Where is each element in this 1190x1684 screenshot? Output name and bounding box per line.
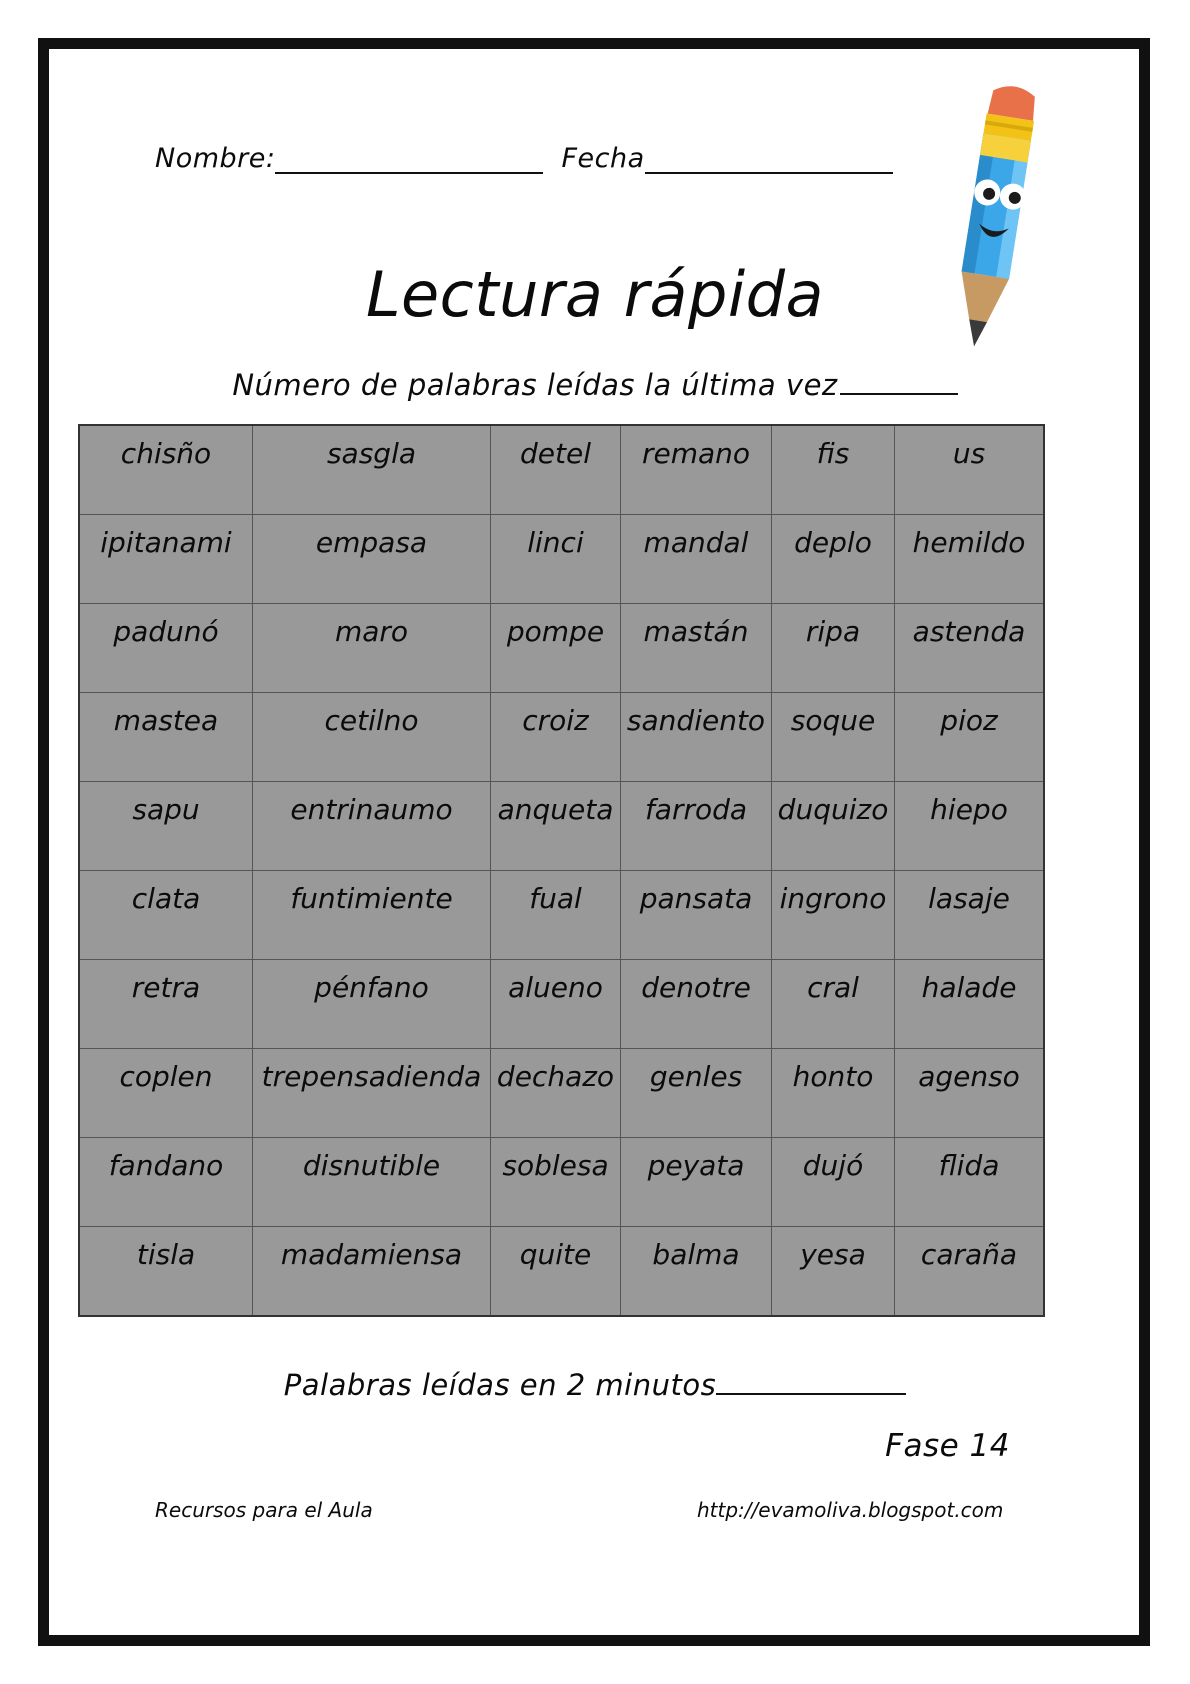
- word-cell[interactable]: fual: [491, 871, 621, 960]
- word-cell[interactable]: farroda: [621, 782, 772, 871]
- word-cell[interactable]: caraña: [895, 1227, 1045, 1317]
- word-cell[interactable]: sandiento: [621, 693, 772, 782]
- word-cell[interactable]: pioz: [895, 693, 1045, 782]
- word-cell[interactable]: ingrono: [772, 871, 895, 960]
- word-cell[interactable]: ipitanami: [79, 515, 253, 604]
- footer-url[interactable]: http://evamoliva.blogspot.com: [697, 1498, 1004, 1522]
- word-cell[interactable]: entrinaumo: [253, 782, 491, 871]
- word-cell[interactable]: balma: [621, 1227, 772, 1317]
- word-cell[interactable]: padunó: [79, 604, 253, 693]
- word-cell[interactable]: duquizo: [772, 782, 895, 871]
- word-cell[interactable]: lasaje: [895, 871, 1045, 960]
- word-cell[interactable]: pansata: [621, 871, 772, 960]
- word-cell[interactable]: genles: [621, 1049, 772, 1138]
- word-cell[interactable]: cral: [772, 960, 895, 1049]
- word-cell[interactable]: detel: [491, 425, 621, 515]
- word-cell[interactable]: coplen: [79, 1049, 253, 1138]
- word-cell[interactable]: yesa: [772, 1227, 895, 1317]
- word-cell[interactable]: dechazo: [491, 1049, 621, 1138]
- word-cell[interactable]: mastán: [621, 604, 772, 693]
- word-cell[interactable]: denotre: [621, 960, 772, 1049]
- word-cell[interactable]: ripa: [772, 604, 895, 693]
- table-row: [79, 871, 1044, 960]
- phase-label: Fase 14: [885, 1428, 1010, 1464]
- word-cell[interactable]: astenda: [895, 604, 1045, 693]
- pencil-character-icon: [936, 76, 1054, 352]
- table-row: [79, 1227, 1044, 1317]
- word-cell[interactable]: trepensadienda: [253, 1049, 491, 1138]
- name-label: Nombre:: [155, 143, 276, 174]
- word-cell[interactable]: remano: [621, 425, 772, 515]
- word-cell[interactable]: alueno: [491, 960, 621, 1049]
- word-cell[interactable]: mandal: [621, 515, 772, 604]
- table-row: [79, 604, 1044, 693]
- word-cell[interactable]: us: [895, 425, 1045, 515]
- word-cell[interactable]: pompe: [491, 604, 621, 693]
- word-cell[interactable]: linci: [491, 515, 621, 604]
- word-cell[interactable]: empasa: [253, 515, 491, 604]
- words-table-body: [79, 425, 1044, 1316]
- word-cell[interactable]: flida: [895, 1138, 1045, 1227]
- word-cell[interactable]: soque: [772, 693, 895, 782]
- table-row: [79, 515, 1044, 604]
- name-blank-line[interactable]: [275, 148, 543, 174]
- word-cell[interactable]: hemildo: [895, 515, 1045, 604]
- bottom-question-row: [0, 1368, 1190, 1402]
- word-cell[interactable]: funtimiente: [253, 871, 491, 960]
- footer-credit: Recursos para el Aula: [155, 1498, 373, 1522]
- word-cell[interactable]: hiepo: [895, 782, 1045, 871]
- subtitle-row: [0, 368, 1190, 402]
- subtitle-blank-line[interactable]: [840, 373, 958, 395]
- bottom-blank-line[interactable]: [716, 1373, 906, 1395]
- word-cell[interactable]: chisño: [79, 425, 253, 515]
- bottom-question-text: Palabras leídas en 2 minutos: [283, 1368, 717, 1402]
- word-cell[interactable]: cetilno: [253, 693, 491, 782]
- word-cell[interactable]: croiz: [491, 693, 621, 782]
- pencil-wood: [954, 271, 1009, 324]
- table-row: [79, 693, 1044, 782]
- word-cell[interactable]: mastea: [79, 693, 253, 782]
- word-cell[interactable]: anqueta: [491, 782, 621, 871]
- word-cell[interactable]: fis: [772, 425, 895, 515]
- word-cell[interactable]: quite: [491, 1227, 621, 1317]
- word-cell[interactable]: agenso: [895, 1049, 1045, 1138]
- table-row: [79, 425, 1044, 515]
- table-row: [79, 1138, 1044, 1227]
- word-cell[interactable]: disnutible: [253, 1138, 491, 1227]
- word-cell[interactable]: clata: [79, 871, 253, 960]
- word-cell[interactable]: dujó: [772, 1138, 895, 1227]
- word-cell[interactable]: maro: [253, 604, 491, 693]
- page-title: Lectura rápida: [366, 258, 824, 331]
- date-blank-line[interactable]: [645, 148, 893, 174]
- word-cell[interactable]: peyata: [621, 1138, 772, 1227]
- words-table: [78, 424, 1045, 1317]
- table-row: [79, 782, 1044, 871]
- word-cell[interactable]: madamiensa: [253, 1227, 491, 1317]
- subtitle-text: Número de palabras leídas la última vez: [232, 368, 838, 402]
- word-cell[interactable]: sasgla: [253, 425, 491, 515]
- table-row: [79, 960, 1044, 1049]
- word-cell[interactable]: sapu: [79, 782, 253, 871]
- word-cell[interactable]: retra: [79, 960, 253, 1049]
- word-cell[interactable]: soblesa: [491, 1138, 621, 1227]
- date-label: Fecha: [561, 143, 645, 174]
- table-row: [79, 1049, 1044, 1138]
- word-cell[interactable]: deplo: [772, 515, 895, 604]
- word-cell[interactable]: fandano: [79, 1138, 253, 1227]
- word-cell[interactable]: tisla: [79, 1227, 253, 1317]
- word-cell[interactable]: pénfano: [253, 960, 491, 1049]
- word-cell[interactable]: honto: [772, 1049, 895, 1138]
- name-date-row: [155, 130, 895, 174]
- word-cell[interactable]: halade: [895, 960, 1045, 1049]
- pencil-tip: [965, 319, 987, 347]
